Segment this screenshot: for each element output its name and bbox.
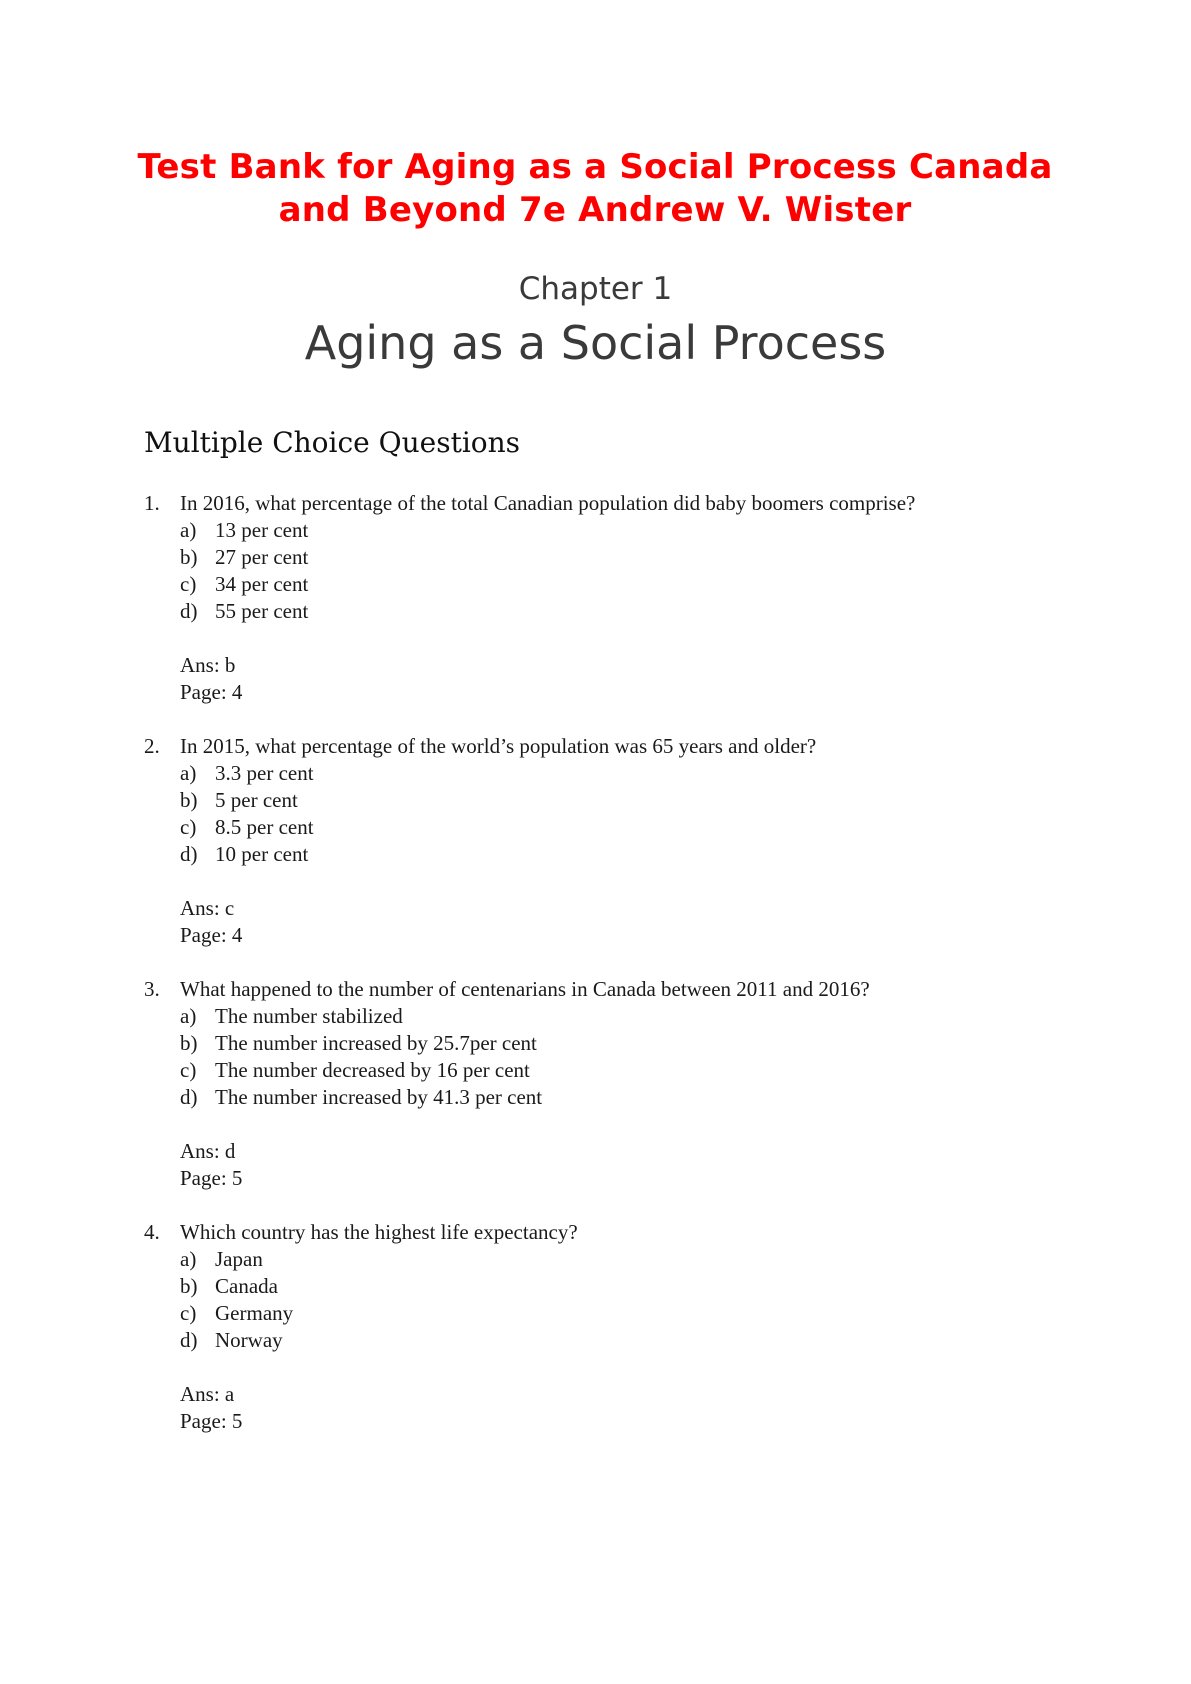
option-letter: d) <box>180 842 198 866</box>
question-text: In 2015, what percentage of the world’s population was 65 years and older? <box>180 734 817 758</box>
question-number: 4. <box>144 1220 160 1244</box>
question-item <box>144 1219 1064 1435</box>
option-text: 5 per cent <box>215 788 298 812</box>
option-letter: c) <box>180 572 197 596</box>
option-item <box>180 841 1064 868</box>
page-reference: Page: 5 <box>180 1166 243 1190</box>
option-list <box>144 760 1064 868</box>
page-reference: Page: 5 <box>180 1409 243 1433</box>
option-letter: a) <box>180 1004 197 1028</box>
option-text: The number increased by 41.3 per cent <box>215 1085 543 1109</box>
question-number: 3. <box>144 977 160 1001</box>
answer-block <box>144 1138 1064 1192</box>
option-text: The number increased by 25.7per cent <box>215 1031 537 1055</box>
option-letter: a) <box>180 1247 197 1271</box>
answer-key: Ans: a <box>180 1382 235 1406</box>
answer-block <box>144 652 1064 706</box>
chapter-label: Chapter 1 <box>518 271 673 307</box>
chapter-title: Aging as a Social Process <box>304 316 887 370</box>
option-text: 13 per cent <box>215 518 309 542</box>
question-text: In 2016, what percentage of the total Canadian population did baby boomers comprise? <box>180 491 916 515</box>
option-item <box>180 814 1064 841</box>
option-letter: c) <box>180 815 197 839</box>
option-text: Germany <box>215 1301 294 1325</box>
option-letter: c) <box>180 1058 197 1082</box>
option-text: Norway <box>215 1328 283 1352</box>
answer-block <box>144 1381 1064 1435</box>
option-list <box>144 1003 1064 1111</box>
option-letter: b) <box>180 1031 198 1055</box>
option-letter: b) <box>180 545 198 569</box>
question-text: What happened to the number of centenarians in Canada between 2011 and 2016? <box>180 977 870 1001</box>
question-text: Which country has the highest life expectancy? <box>180 1220 578 1244</box>
question-item <box>144 490 1064 706</box>
option-item <box>180 1273 1064 1300</box>
option-text: 3.3 per cent <box>215 761 314 785</box>
option-list <box>144 517 1064 625</box>
option-text: Japan <box>215 1247 263 1271</box>
question-number: 1. <box>144 491 160 515</box>
option-item <box>180 787 1064 814</box>
document-title: Test Bank for Aging as a Social Process Canada and Beyond 7e Andrew V. Wister <box>137 147 1053 230</box>
option-item <box>180 517 1064 544</box>
option-item <box>180 598 1064 625</box>
option-text: The number decreased by 16 per cent <box>215 1058 530 1082</box>
answer-key: Ans: d <box>180 1139 236 1163</box>
question-item <box>144 733 1064 949</box>
question-list <box>144 490 1064 1462</box>
option-item <box>180 1030 1064 1057</box>
option-letter: d) <box>180 1085 198 1109</box>
option-letter: c) <box>180 1301 197 1325</box>
page-reference: Page: 4 <box>180 680 243 704</box>
option-letter: a) <box>180 518 197 542</box>
option-text: 27 per cent <box>215 545 309 569</box>
option-item <box>180 1084 1064 1111</box>
option-letter: b) <box>180 788 198 812</box>
option-letter: a) <box>180 761 197 785</box>
option-list <box>144 1246 1064 1354</box>
option-item <box>180 1057 1064 1084</box>
option-letter: d) <box>180 1328 198 1352</box>
question-item <box>144 976 1064 1192</box>
section-heading: Multiple Choice Questions <box>144 426 521 459</box>
answer-block <box>144 895 1064 949</box>
option-letter: b) <box>180 1274 198 1298</box>
option-text: Canada <box>215 1274 278 1298</box>
option-item <box>180 571 1064 598</box>
option-item <box>180 1300 1064 1327</box>
option-item <box>180 544 1064 571</box>
question-number: 2. <box>144 734 160 758</box>
option-text: The number stabilized <box>215 1004 403 1028</box>
answer-key: Ans: b <box>180 653 236 677</box>
option-letter: d) <box>180 599 198 623</box>
option-item <box>180 1246 1064 1273</box>
option-item <box>180 1327 1064 1354</box>
option-text: 34 per cent <box>215 572 309 596</box>
page-reference: Page: 4 <box>180 923 243 947</box>
option-item <box>180 1003 1064 1030</box>
option-text: 55 per cent <box>215 599 309 623</box>
answer-key: Ans: c <box>180 896 235 920</box>
option-text: 10 per cent <box>215 842 309 866</box>
option-item <box>180 760 1064 787</box>
option-text: 8.5 per cent <box>215 815 314 839</box>
